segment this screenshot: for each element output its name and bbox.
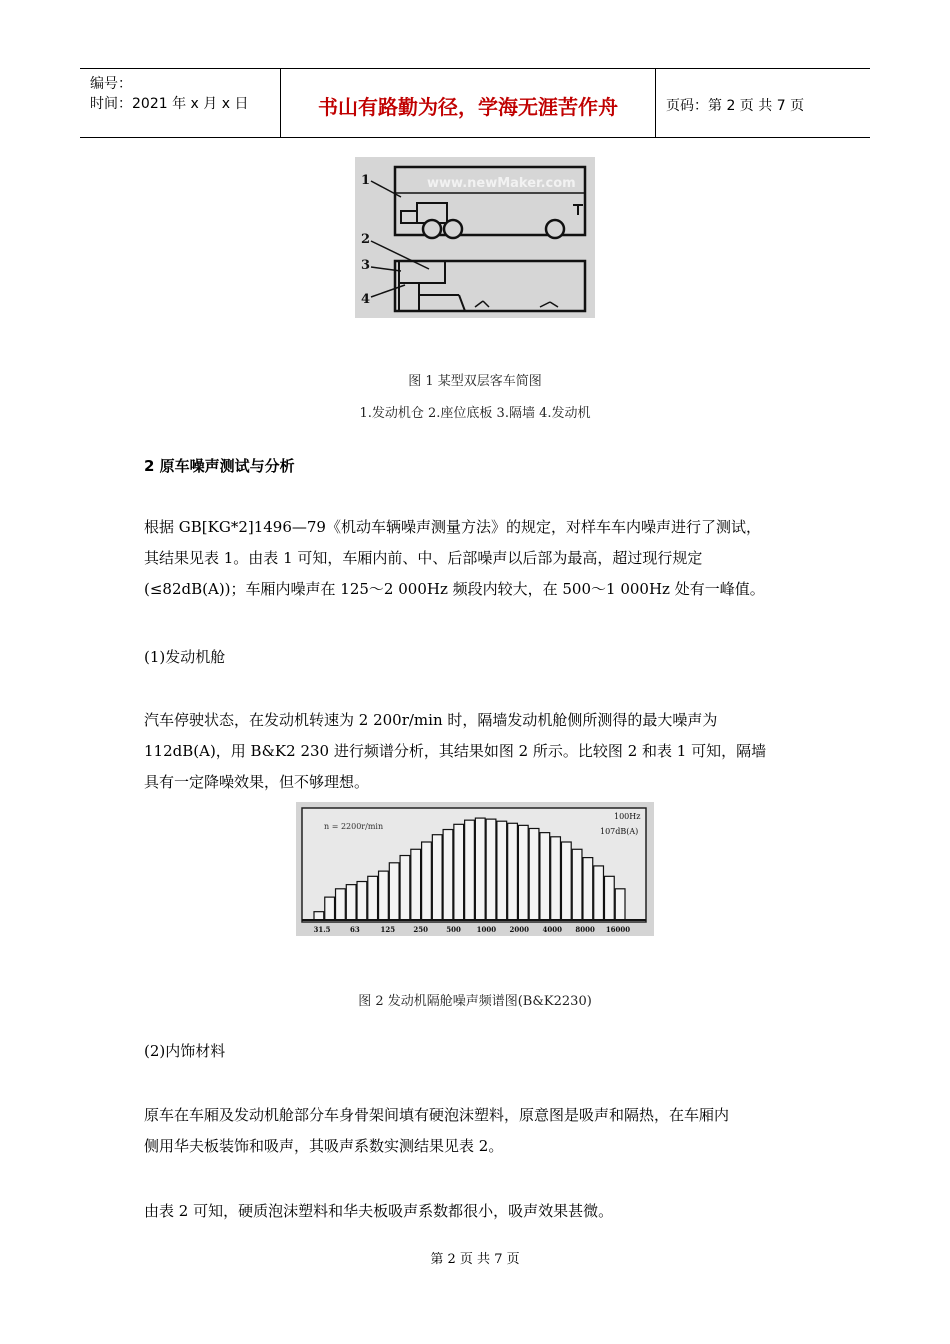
x-tick-label: 2000 xyxy=(509,925,530,934)
header-motto-cell xyxy=(281,69,656,137)
x-tick-label: 500 xyxy=(446,925,461,934)
rear-wheel-2 xyxy=(444,220,462,238)
bus-diagram-svg xyxy=(355,157,595,318)
spectrum-bar xyxy=(368,876,378,920)
spectrum-bar xyxy=(518,825,528,920)
spectrum-bar xyxy=(594,866,604,920)
spectrum-bar xyxy=(325,897,335,920)
header-page-info: 页码：第 2 页 共 7 页 xyxy=(666,98,805,114)
diagram-label-2: 2 xyxy=(361,232,371,247)
spectrum-bar xyxy=(529,828,539,920)
spectrum-bar xyxy=(411,849,421,920)
x-tick-label: 8000 xyxy=(575,925,595,934)
x-tick-label: 16000 xyxy=(605,925,631,934)
x-tick-label: 31.5 xyxy=(313,925,331,934)
figure2-caption: 图 2 发动机隔舱噪声频谱图(B&K2230) xyxy=(358,994,592,1009)
document-header xyxy=(80,68,870,138)
x-tick-label: 1000 xyxy=(476,925,497,934)
paragraph-1-line: (≤82dB(A))；车厢内噪声在 125～2 000Hz 频段内较大，在 500～1 000Hz 处有一峰值。 xyxy=(144,580,765,598)
peak-frequency-annotation: 100Hz xyxy=(614,812,641,821)
figure1-caption: 图 1 某型双层客车简图 xyxy=(408,374,542,389)
x-tick-label: 125 xyxy=(380,925,396,934)
paragraph-2-line: 112dB(A)，用 B&K2 230 进行频谱分析，其结果如图 2 所示。比较图 2 和表 1 可知，隔墙 xyxy=(144,742,767,760)
paragraph-2-line: 具有一定降噪效果，但不够理想。 xyxy=(144,773,370,791)
paragraph-1-line: 根据 GB[KG*2]1496—79《机动车辆噪声测量方法》的规定，对样车车内噪声进行了测试， xyxy=(144,518,761,536)
section-heading: 2 原车噪声测试与分析 xyxy=(144,457,295,475)
figure-noise-spectrum xyxy=(296,802,654,936)
speed-annotation: n = 2200r/min xyxy=(324,822,384,831)
header-meta-cell xyxy=(80,69,281,137)
spectrum-bar xyxy=(465,820,475,920)
front-wheel xyxy=(546,220,564,238)
x-tick-label: 250 xyxy=(413,925,429,934)
paragraph-1 xyxy=(144,512,814,605)
spectrum-bar xyxy=(346,885,356,920)
time-label: 时间：2021 年 x 月 x 日 xyxy=(90,96,249,112)
level-annotation: 107dB(A) xyxy=(600,827,639,836)
spectrum-bar xyxy=(508,823,518,920)
spectrum-bar xyxy=(475,818,485,920)
spectrum-bar xyxy=(336,889,346,920)
number-label: 编号： xyxy=(90,76,132,92)
paragraph-1-line: 其结果见表 1。由表 1 可知，车厢内前、中、后部噪声以后部为最高，超过现行规定 xyxy=(144,549,703,567)
spectrum-bar xyxy=(486,819,496,920)
spectrum-bar xyxy=(604,876,614,920)
rear-wheel-1 xyxy=(423,220,441,238)
spectrum-bar xyxy=(540,833,550,920)
spectrum-bar xyxy=(314,912,324,920)
figure1-legend: 1.发动机仓 2.座位底板 3.隔墙 4.发动机 xyxy=(359,406,591,421)
diagram-label-4: 4 xyxy=(361,292,371,307)
paragraph-3-line: 原车在车厢及发动机舱部分车身骨架间填有硬泡沫塑料，原意图是吸声和隔热，在车厢内 xyxy=(144,1106,730,1124)
spectrum-bar xyxy=(400,856,410,920)
spectrum-bar xyxy=(454,824,464,920)
page-footer: 第 2 页 共 7 页 xyxy=(430,1252,520,1267)
diagram-label-1: 1 xyxy=(361,173,371,188)
spectrum-bar xyxy=(583,858,593,920)
spectrum-bar xyxy=(572,849,582,920)
spectrum-bar xyxy=(443,830,453,920)
header-page-cell xyxy=(656,69,870,137)
paragraph-3-line: 侧用华夫板装饰和吸声，其吸声系数实测结果见表 2。 xyxy=(144,1137,504,1155)
paragraph-3 xyxy=(144,1100,814,1162)
paragraph-2 xyxy=(144,705,814,798)
figure-bus-diagram xyxy=(355,157,595,318)
paragraph-2-line: 汽车停驶状态，在发动机转速为 2 200r/min 时，隔墙发动机舱侧所测得的最大噪声为 xyxy=(144,711,718,729)
spectrum-bar xyxy=(432,835,442,920)
subheading-engine-compartment: (1)发动机舱 xyxy=(144,648,226,666)
spectrum-bar xyxy=(357,882,367,920)
x-tick-label: 4000 xyxy=(542,925,562,934)
watermark-text: www.newMaker.com xyxy=(427,176,576,191)
spectrum-bar xyxy=(379,871,389,920)
diagram-label-3: 3 xyxy=(361,258,371,273)
paragraph-4: 由表 2 可知，硬质泡沫塑料和华夫板吸声系数都很小，吸声效果甚微。 xyxy=(144,1202,614,1220)
x-tick-label: 63 xyxy=(350,925,360,934)
spectrum-bar xyxy=(561,842,571,920)
spectrum-bar xyxy=(497,821,507,920)
spectrum-bar xyxy=(422,842,432,920)
spectrum-chart-svg xyxy=(296,802,654,936)
subheading-interior-material: (2)内饰材料 xyxy=(144,1042,226,1060)
spectrum-bar xyxy=(389,863,399,920)
spectrum-bar xyxy=(551,837,561,920)
header-motto: 书山有路勤为径，学海无涯苦作舟 xyxy=(318,95,618,119)
spectrum-bar xyxy=(615,889,625,920)
